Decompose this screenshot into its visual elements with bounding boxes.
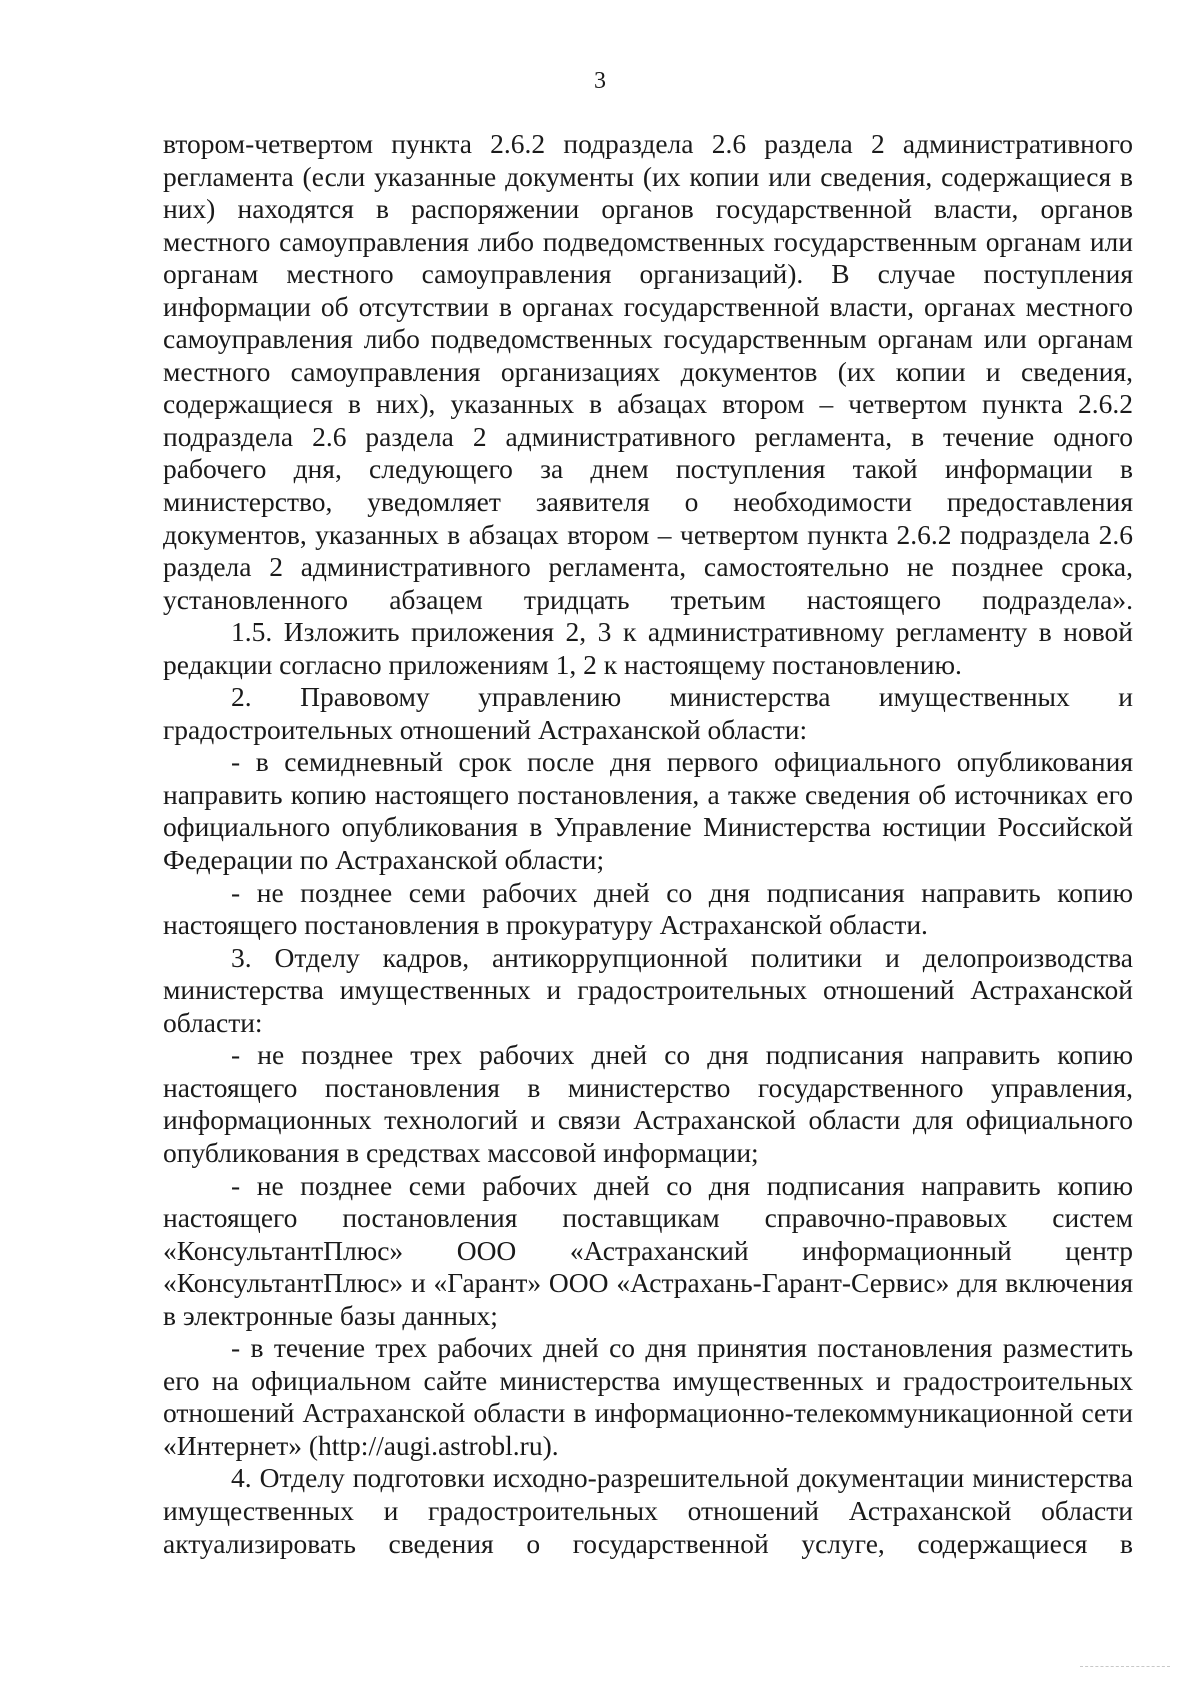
paragraph-continuation: втором-четвертом пункта 2.6.2 подраздела 2.6 раздела 2 административного регламента (если указанные документы (их копии или сведения, содержащиеся в них) находятся в распоряжении органов государственной власти, органов местного самоуправления либо подведомственных государственным органам или органам местного самоуправления организаций). В случае поступления информации об отсутствии в органах государственной власти, органах местного самоуправления либо подведомственных государственным органам или органам местного самоуправления организациях документов (их копии и сведения, содержащиеся в них), указанных в абзацах втором – четвертом пункта 2.6.2 подраздела 2.6 раздела 2 административного регламента, в течение одного рабочего дня, следующего за днем поступления такой информации в министерство, уведомляет заявителя о необходимости предоставления документов, указанных в абзацах втором – четвертом пункта 2.6.2 подраздела 2.6 раздела 2 административного регламента, самостоятельно не позднее срока, установленного абзацем тридцать третьим настоящего подраздела». [163,128,1133,615]
paragraph-item-4: 4. Отделу подготовки исходно-разрешительной документации министерства имущественных и градостроительных отношений Астраханской области актуализировать сведения о государственной услуге, содержащиеся в [163,1462,1133,1559]
paragraph-item-2: 2. Правовому управлению министерства имущественных и градостроительных отношений Астраханской области: [163,681,1133,745]
page-number: 3 [594,68,606,94]
paragraph-item-3: 3. Отделу кадров, антикоррупционной политики и делопроизводства министерства имущественных и градостроительных отношений Астраханской области: [163,941,1133,1038]
paragraph-item-3-subitem-1: - не позднее трех рабочих дней со дня подписания направить копию настоящего постановления в министерство государственного управления, информационных технологий и связи Астраханской области для официального опубликования в средствах массовой информации; [163,1039,1133,1168]
paragraph-item-3-subitem-2: - не позднее семи рабочих дней со дня подписания направить копию настоящего постановления поставщикам справочно-правовых систем «КонсультантПлюс» ООО «Астраханский информационный центр «КонсультантПлюс» и «Гарант» ООО «Астрахань-Гарант-Сервис» для включения в электронные базы данных; [163,1169,1133,1331]
paragraph-item-2-subitem-2: - не позднее семи рабочих дней со дня подписания направить копию настоящего постановления в прокуратуру Астраханской области. [163,876,1133,941]
paragraph-item-1-5: 1.5. Изложить приложения 2, 3 к административному регламенту в новой редакции согласно приложениям 1, 2 к настоящему постановлению. [163,616,1133,680]
scan-artifact-line [1080,1666,1170,1667]
paragraph-item-2-subitem-1: - в семидневный срок после дня первого официального опубликования направить копию настоящего постановления, а также сведения об источниках его официального опубликования в Управление Министерства юстиции Российской Федерации по Астраханской области; [163,746,1133,876]
paragraph-item-3-subitem-3: - в течение трех рабочих дней со дня принятия постановления разместить его на официальном сайте министерства имущественных и градостроительных отношений Астраханской области в информационно-телекоммуникационной сети «Интернет» (http://augi.astrobl.ru). [163,1332,1133,1461]
document-body [163,128,1133,1560]
